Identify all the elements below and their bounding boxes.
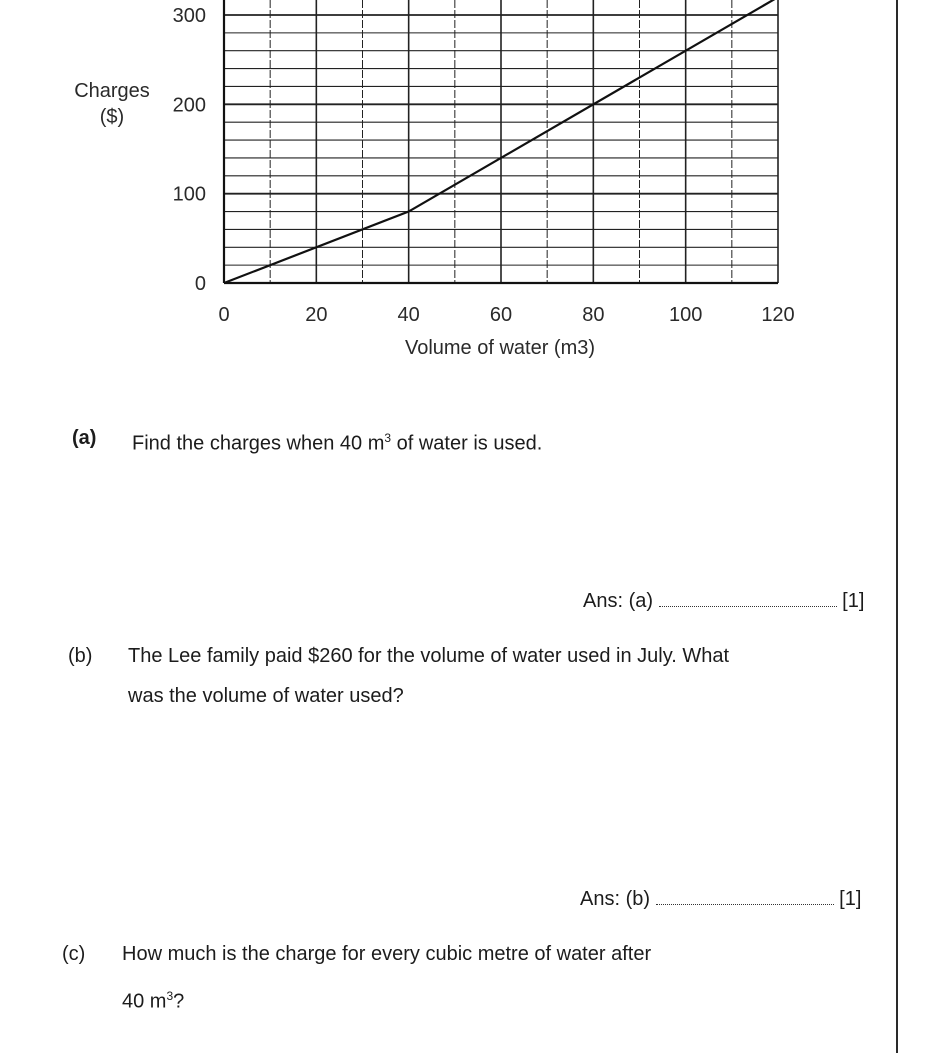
y-tick-label: 300 bbox=[172, 5, 206, 27]
question-a-text: Find the charges when 40 $m^3$ of water is used. bbox=[132, 431, 543, 455]
x-axis-label: Volume of water (m3) bbox=[404, 337, 596, 359]
y-tick-label: 0 bbox=[194, 273, 206, 295]
question-b-text-line2: was the volume of water used? bbox=[128, 685, 404, 707]
x-tick-label: 40 bbox=[397, 304, 420, 326]
chart-grid bbox=[224, 0, 778, 283]
answer-b-marks: [1] bbox=[839, 888, 862, 910]
answer-a-prefix: Ans: (a) bbox=[583, 590, 654, 612]
water-charges-chart bbox=[0, 0, 900, 370]
x-tick-label: 80 bbox=[582, 304, 605, 326]
y-axis-label-unit: ($) bbox=[99, 106, 125, 128]
x-tick-label: 20 bbox=[305, 304, 328, 326]
answer-b-line bbox=[580, 888, 861, 911]
question-c bbox=[62, 934, 862, 1014]
x-tick-label: 120 bbox=[761, 304, 795, 326]
question-a-label: (a) bbox=[72, 427, 97, 449]
question-b-text-line1: The Lee family paid $260 for the volume of water used in July. What bbox=[128, 645, 730, 667]
x-tick-label: 60 bbox=[489, 304, 513, 326]
answer-a-blank[interactable] bbox=[659, 606, 837, 607]
question-b-label: (b) bbox=[68, 645, 93, 667]
y-tick-label: 100 bbox=[172, 183, 206, 206]
x-tick-label: 100 bbox=[668, 304, 703, 326]
y-tick-label: 200 bbox=[172, 94, 206, 117]
question-c-text-line2: 40 $m^3$? bbox=[122, 989, 185, 1013]
question-a bbox=[72, 418, 872, 458]
y-axis-label: Charges bbox=[74, 80, 150, 102]
question-b bbox=[68, 636, 868, 716]
x-tick-label: 0 bbox=[218, 304, 230, 326]
question-c-text-line1: How much is the charge for every cubic metre of water after bbox=[122, 943, 652, 965]
answer-a-marks: [1] bbox=[842, 590, 865, 612]
answer-a-line bbox=[583, 590, 864, 613]
chart-ticks bbox=[173, 5, 795, 326]
answer-b-blank[interactable] bbox=[656, 904, 834, 905]
question-c-label: (c) bbox=[62, 943, 86, 965]
answer-b-prefix: Ans: (b) bbox=[580, 888, 651, 910]
